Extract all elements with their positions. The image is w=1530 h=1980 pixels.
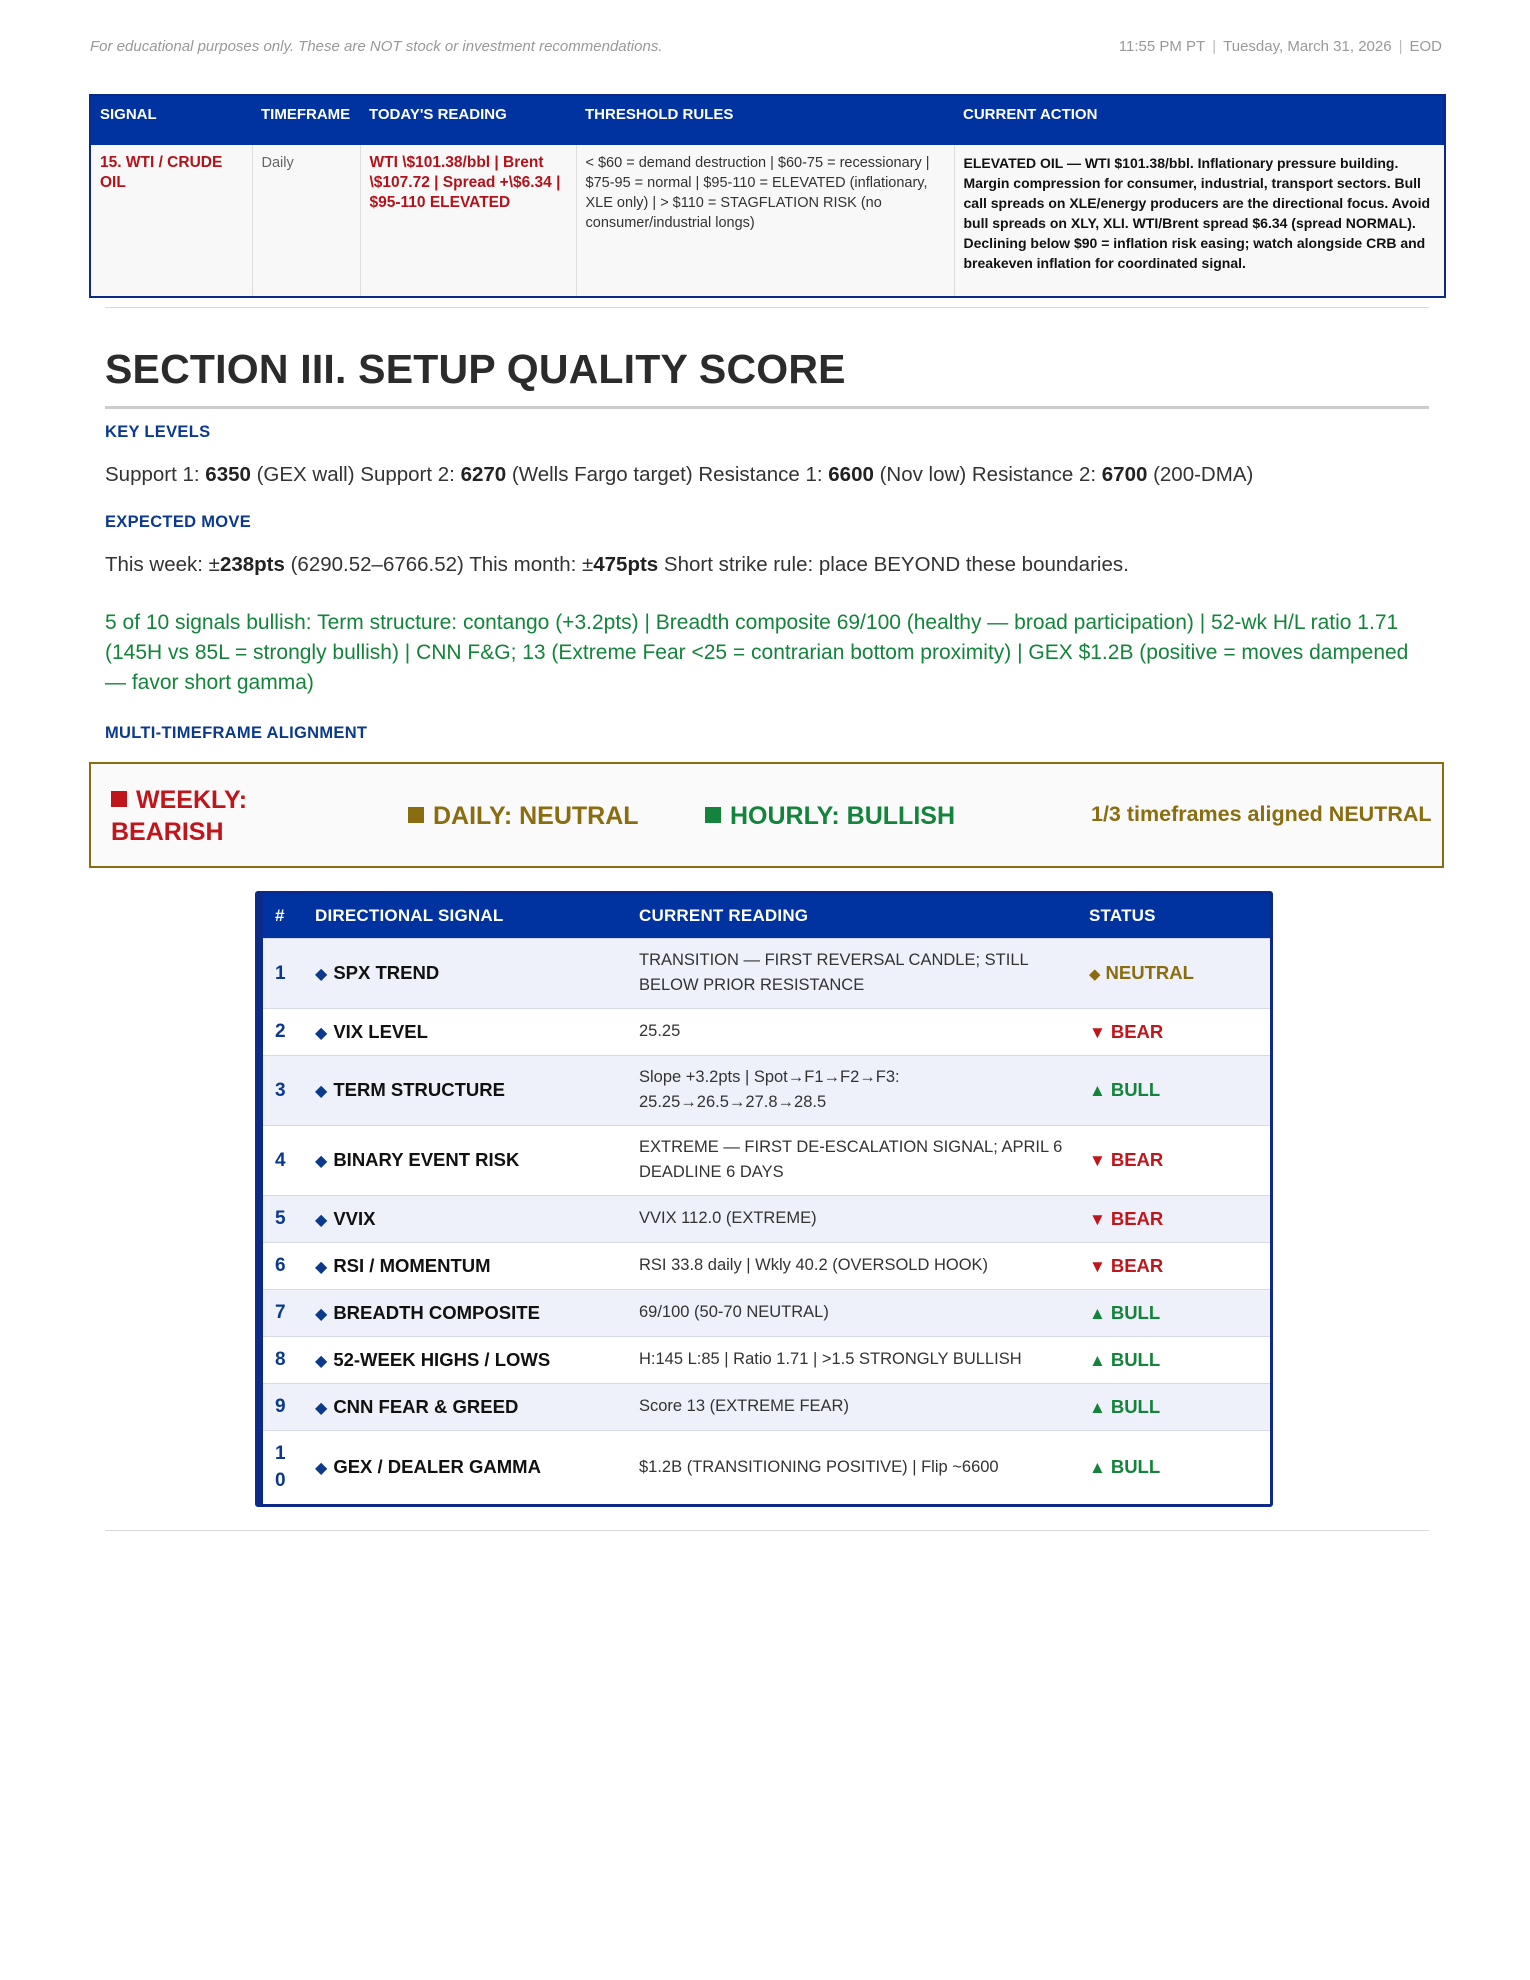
signal-label: ◆ GEX / DEALER GAMMA <box>303 1430 627 1504</box>
signal-action: ELEVATED OIL — WTI $101.38/bbl. Inflationary pressure building. Margin compression for consumer, industrial, transport sectors. Bull call spreads on XLE/energy producers are the directional focus. Avoid bull spreads on XLY, XLI. WTI/Brent spread $6.34 (spread NORMAL). Declining below $90 = inflation risk easing; watch alongside CRB and breakeven inflation for coordinated signal. <box>954 145 1445 297</box>
mtf-daily: DAILY: NEUTRAL <box>408 800 639 832</box>
signal-reading: $1.2B (TRANSITIONING POSITIVE) | Flip ~6600 <box>627 1430 1077 1504</box>
signal-label: ◆ BREADTH COMPOSITE <box>303 1289 627 1336</box>
diamond-icon: ◆ <box>315 1211 328 1229</box>
signal-reading: EXTREME — FIRST DE-ESCALATION SIGNAL; APRIL 6 DEADLINE 6 DAYS <box>627 1125 1077 1195</box>
signal-status: ◆ NEUTRAL <box>1077 938 1270 1008</box>
signal-number: 3 <box>263 1055 303 1125</box>
directional-header-row <box>263 894 1270 938</box>
neutral-status-icon: ◆ <box>1089 966 1101 983</box>
signal-reading: H:145 L:85 | Ratio 1.71 | >1.5 STRONGLY BULLISH <box>627 1336 1077 1383</box>
col-header-num: # <box>263 894 303 938</box>
mtf-weekly: WEEKLY: BEARISH <box>111 786 248 846</box>
bull-status-icon: ▲ <box>1089 1458 1106 1478</box>
diamond-icon: ◆ <box>315 1460 328 1478</box>
signal-status: ▲ BULL <box>1077 1336 1270 1383</box>
mtf-alignment-box <box>89 762 1444 868</box>
green-square-icon <box>705 807 721 823</box>
diamond-icon: ◆ <box>315 966 328 983</box>
signal-reading: Score 13 (EXTREME FEAR) <box>627 1383 1077 1430</box>
report-meta: 11:55 PM PT | Tuesday, March 31, 2026 | EOD <box>1118 38 1442 55</box>
signal-label: ◆ CNN FEAR & GREED <box>303 1383 627 1430</box>
col-header-status: STATUS <box>1077 894 1270 938</box>
report-tag: EOD <box>1409 38 1442 55</box>
resistance2-value: 6700 <box>1101 463 1148 486</box>
signal-timeframe: Daily <box>252 145 360 297</box>
oil-signal-header-row <box>90 95 1445 145</box>
signal-status: ▼ BEAR <box>1077 1195 1270 1242</box>
bull-status-icon: ▲ <box>1089 1081 1106 1100</box>
disclaimer-text: For educational purposes only. These are NOT stock or investment recommendations. <box>90 38 663 55</box>
signal-status: ▲ BULL <box>1077 1430 1270 1504</box>
signal-reading: 69/100 (50-70 NEUTRAL) <box>627 1289 1077 1336</box>
diamond-icon: ◆ <box>315 1258 328 1276</box>
signal-row <box>263 1195 1270 1242</box>
signal-label: ◆ VIX LEVEL <box>303 1008 627 1055</box>
signal-label: ◆ BINARY EVENT RISK <box>303 1125 627 1195</box>
expected-move-label: EXPECTED MOVE <box>105 513 252 531</box>
signal-number: 2 <box>263 1008 303 1055</box>
col-header-directional-signal: DIRECTIONAL SIGNAL <box>303 894 627 938</box>
oil-signal-row <box>90 145 1445 297</box>
signal-reading: TRANSITION — FIRST REVERSAL CANDLE; STILL BELOW PRIOR RESISTANCE <box>627 938 1077 1008</box>
mtf-hourly: HOURLY: BULLISH <box>705 800 955 832</box>
page-header <box>90 38 1442 58</box>
section-title: SECTION III. SETUP QUALITY SCORE <box>105 346 846 392</box>
bear-status-icon: ▼ <box>1089 1209 1106 1229</box>
month-move-value: 475pts <box>593 553 659 576</box>
signals-summary: 5 of 10 signals bullish: Term structure: contango (+3.2pts) | Breadth composite 69/100 (healthy — broad participation) | 52-wk H/L ratio 1.71 (145H vs 85L = strongly bullish) | CNN F&G; 13 (Extreme Fear <25 = contrarian bottom proximity) | GEX $1.2B (positive = moves dampened — favor short gamma) <box>105 611 1409 694</box>
bull-status-icon: ▲ <box>1089 1350 1106 1370</box>
signal-status: ▲ BULL <box>1077 1055 1270 1125</box>
mtf-summary: 1/3 timeframes aligned NEUTRAL <box>1091 802 1432 826</box>
section-divider <box>105 406 1429 409</box>
signal-threshold: < $60 = demand destruction | $60-75 = recessionary | $75-95 = normal | $95-110 = ELEVATED (inflationary, XLE only) | > $110 = STAGFLATION RISK (no consumer/industrial longs) <box>576 145 954 297</box>
signal-row <box>263 1242 1270 1289</box>
signal-status: ▲ BULL <box>1077 1383 1270 1430</box>
col-header-reading: TODAY'S READING <box>360 95 576 145</box>
col-header-action: CURRENT ACTION <box>954 95 1445 145</box>
diamond-icon: ◆ <box>315 1024 328 1042</box>
mtf-label: MULTI-TIMEFRAME ALIGNMENT <box>105 724 368 742</box>
signal-number: 5 <box>263 1195 303 1242</box>
divider <box>105 307 1429 308</box>
oil-signal-table <box>89 94 1446 298</box>
signal-label: ◆ SPX TREND <box>303 938 627 1008</box>
diamond-icon: ◆ <box>315 1352 328 1370</box>
signal-row <box>263 1125 1270 1195</box>
signal-number: 9 <box>263 1383 303 1430</box>
signal-number: 7 <box>263 1289 303 1336</box>
signal-number: 8 <box>263 1336 303 1383</box>
support1-value: 6350 <box>205 463 251 486</box>
bear-status-icon: ▼ <box>1089 1151 1106 1170</box>
diamond-icon: ◆ <box>315 1399 328 1417</box>
signal-row <box>263 1336 1270 1383</box>
signal-row <box>263 1383 1270 1430</box>
signal-number: 6 <box>263 1242 303 1289</box>
bull-status-icon: ▲ <box>1089 1303 1106 1323</box>
signal-label: ◆ TERM STRUCTURE <box>303 1055 627 1125</box>
bear-status-icon: ▼ <box>1089 1256 1106 1276</box>
signal-reading: Slope +3.2pts | Spot→F1→F2→F3: 25.25→26.5→27.8→28.5 <box>627 1055 1077 1125</box>
signal-row <box>263 1289 1270 1336</box>
col-header-timeframe: TIMEFRAME <box>252 95 360 145</box>
expected-move-text: This week: ±238pts (6290.52–6766.52) This month: ±475pts Short strike rule: place BEYOND these boundaries. <box>105 553 1129 576</box>
signal-label: ◆ VVIX <box>303 1195 627 1242</box>
signal-number: 4 <box>263 1125 303 1195</box>
signal-reading: RSI 33.8 daily | Wkly 40.2 (OVERSOLD HOOK) <box>627 1242 1077 1289</box>
gold-square-icon <box>408 807 424 823</box>
resistance1-value: 6600 <box>828 463 874 486</box>
signal-status: ▼ BEAR <box>1077 1008 1270 1055</box>
signal-label: ◆ 52-WEEK HIGHS / LOWS <box>303 1336 627 1383</box>
signal-label: ◆ RSI / MOMENTUM <box>303 1242 627 1289</box>
signal-row <box>263 1055 1270 1125</box>
directional-table <box>255 891 1273 1507</box>
signal-number: 1 <box>263 938 303 1008</box>
signal-reading: VVIX 112.0 (EXTREME) <box>627 1195 1077 1242</box>
diamond-icon: ◆ <box>315 1153 328 1170</box>
key-levels-label: KEY LEVELS <box>105 423 211 441</box>
signal-name: 15. WTI / CRUDE OIL <box>90 145 252 297</box>
report-time: 11:55 PM PT <box>1118 38 1206 55</box>
col-header-threshold: THRESHOLD RULES <box>576 95 954 145</box>
col-header-current-reading: CURRENT READING <box>627 894 1077 938</box>
bear-status-icon: ▼ <box>1089 1022 1106 1042</box>
signal-row <box>263 1430 1270 1504</box>
key-levels-text: Support 1: 6350 (GEX wall) Support 2: 6270 (Wells Fargo target) Resistance 1: 6600 (Nov low) Resistance 2: 6700 (200-DMA) <box>105 463 1254 486</box>
signal-status: ▼ BEAR <box>1077 1242 1270 1289</box>
divider <box>105 1530 1429 1531</box>
week-move-value: 238pts <box>219 553 285 576</box>
signal-status: ▼ BEAR <box>1077 1125 1270 1195</box>
signal-row <box>263 1008 1270 1055</box>
bull-status-icon: ▲ <box>1089 1397 1106 1417</box>
diamond-icon: ◆ <box>315 1305 328 1323</box>
signal-status: ▲ BULL <box>1077 1289 1270 1336</box>
diamond-icon: ◆ <box>315 1083 328 1100</box>
red-square-icon <box>111 791 127 807</box>
signal-reading: 25.25 <box>627 1008 1077 1055</box>
signal-row <box>263 938 1270 1008</box>
signal-reading: WTI \$101.38/bbl | Brent \$107.72 | Spread +\$6.34 | $95-110 ELEVATED <box>360 145 576 297</box>
col-header-signal: SIGNAL <box>90 95 252 145</box>
signal-number: 10 <box>263 1430 303 1504</box>
report-date: Tuesday, March 31, 2026 <box>1223 38 1392 55</box>
support2-value: 6270 <box>460 463 507 486</box>
